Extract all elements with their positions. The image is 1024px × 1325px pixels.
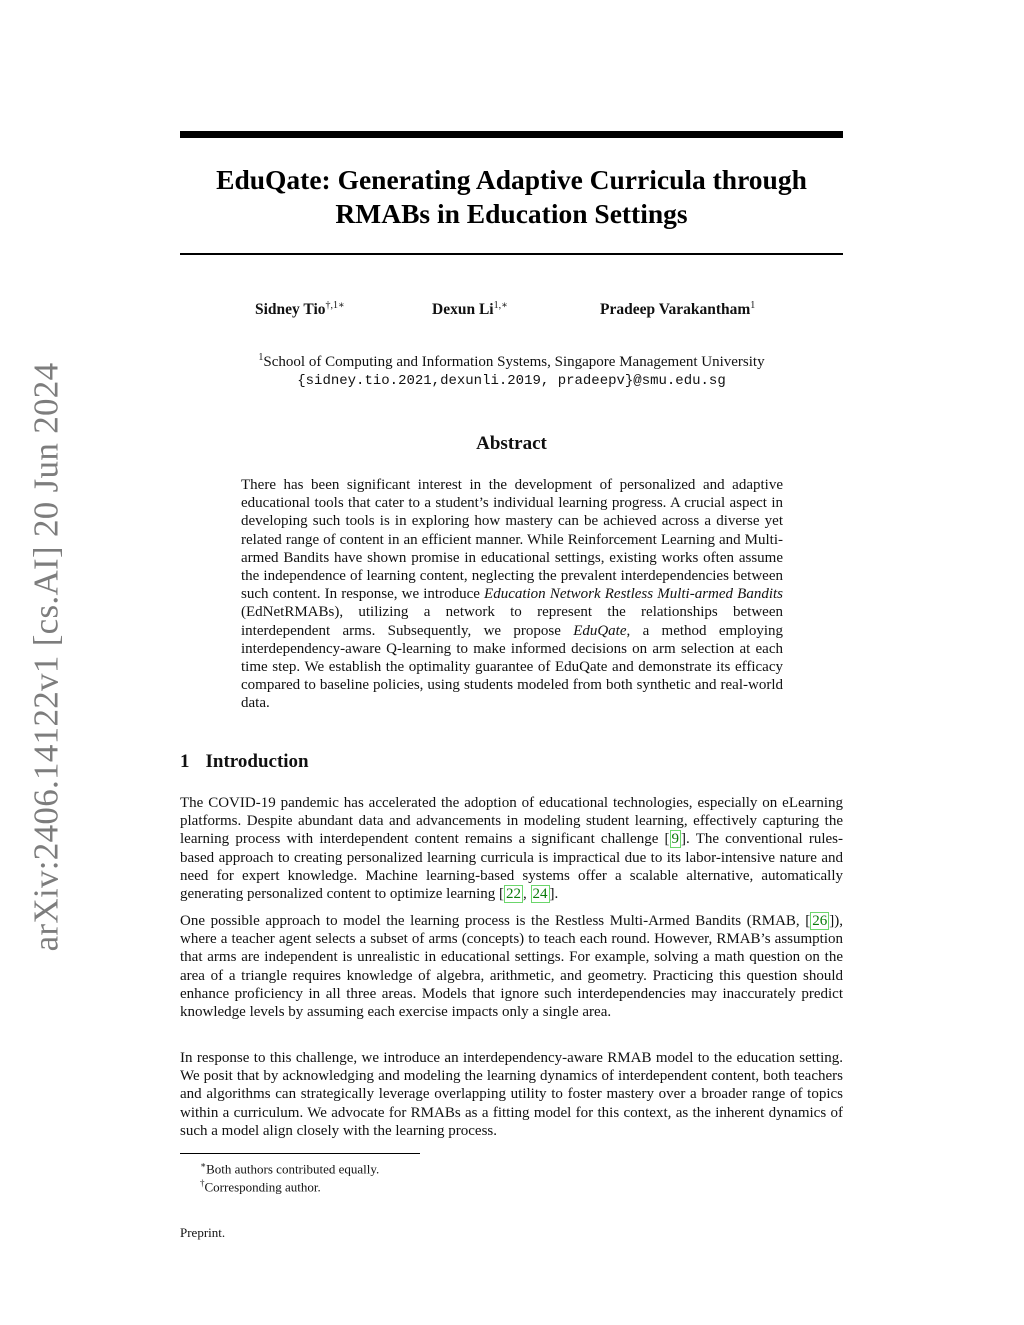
abstract-emphasis-ednetrmab: Education Network Restless Multi-armed Bandits bbox=[484, 586, 784, 603]
abstract-text-2: (EdNetRMABs), utilizing a network to represent the relationships between interdependent arms. Subsequently, we propose bbox=[241, 604, 783, 639]
title-bottom-rule bbox=[180, 253, 843, 255]
paragraph-text: ]. bbox=[549, 886, 559, 903]
paragraph-text: One possible approach to model the learning process is the Restless Multi-Armed Bandits (RMAB, [ bbox=[180, 913, 811, 929]
citation-link[interactable]: 22 bbox=[506, 886, 522, 903]
abstract-heading: Abstract bbox=[476, 433, 547, 454]
title-top-rule bbox=[180, 131, 843, 138]
section-heading-introduction bbox=[180, 751, 309, 773]
author-1 bbox=[255, 300, 345, 319]
author-3-mark: 1 bbox=[750, 300, 756, 311]
affiliation-line bbox=[180, 348, 843, 372]
paper-title: EduQate: Generating Adaptive Curricula through RMABs in Education Settings bbox=[216, 164, 807, 229]
abstract-body bbox=[241, 476, 783, 713]
arxiv-identifier-stamp bbox=[18, 362, 74, 952]
footnote-2-mark: † bbox=[200, 1178, 205, 1188]
intro-paragraph-3: In response to this challenge, we introduce an interdependency-aware RMAB model to the education setting. We posit that by acknowledging and modeling the learning dynamics of interdependent content, both teachers and algorithms can strategically leverage overlapping utility to foster mastery over a broader range of topics within a curriculum. We advocate for RMABs as a fitting model for this context, as the inherent dynamics of such a model align closely with the learning process. bbox=[180, 1050, 843, 1139]
intro-paragraph-2 bbox=[180, 912, 843, 1021]
author-3 bbox=[600, 300, 755, 319]
citation-link[interactable]: 26 bbox=[812, 913, 828, 929]
author-3-name: Pradeep Varakantham bbox=[600, 301, 751, 319]
affiliation-text: School of Computing and Information Systems, Singapore Management University bbox=[263, 354, 765, 370]
author-2-mark: 1,∗ bbox=[493, 300, 508, 311]
footnote-divider bbox=[180, 1153, 420, 1154]
author-2-name: Dexun Li bbox=[432, 301, 494, 319]
abstract-text-1: There has been significant interest in the development of personalized and adaptive educational tools that cater to a student’s individual learning progress. A crucial aspect in developing such tools is in exploring how mastery can be achieved across a diverse yet related range of content in an efficient manner. While Reinforcement Learning and Multi-armed Bandits have shown promise in educational settings, existing works often assume the independence of learning content, neglecting the prevalent interdependencies between such content. In response, we introduce bbox=[241, 477, 783, 603]
intro-paragraph-1 bbox=[180, 794, 843, 903]
author-1-name: Sidney Tio bbox=[255, 301, 326, 319]
citation-link[interactable]: 24 bbox=[532, 886, 548, 903]
footnote-1-mark: ∗ bbox=[200, 1160, 207, 1170]
arxiv-identifier-text: arXiv:2406.14122v1 [cs.AI] 20 Jun 2024 bbox=[26, 362, 65, 952]
section-number: 1 bbox=[180, 751, 190, 772]
paragraph-text: ]), where a teacher agent selects a subset of arms (concepts) to teach each round. However, RMAB’s assumption that arms are independent is unrealistic in educational settings. For example, solving a math question on the area of a triangle requires knowledge of algebra, arithmetic, and geometry. Practicing this question should enhance proficiency in all three areas. Models that ignore such interdependencies may inaccurately predict knowledge levels by assuming each exercise impacts only a single area. bbox=[180, 913, 843, 1021]
citation-link[interactable]: 9 bbox=[671, 831, 680, 848]
footnote-1-text: Both authors contributed equally. bbox=[206, 1161, 380, 1177]
author-1-mark: †,1∗ bbox=[325, 300, 345, 311]
footnote-2 bbox=[200, 1175, 321, 1195]
citation-separator: , bbox=[523, 886, 531, 903]
section-title: Introduction bbox=[205, 751, 309, 772]
affiliation-mark: 1 bbox=[258, 352, 264, 363]
abstract-emphasis-eduqate: EduQate bbox=[573, 622, 627, 639]
paragraph-text: ]. The conventional rules-based approach to creating personalized learning curricula is impractical due to its labor-intensive nature and need for expert knowledge. Machine learning-based systems offer a scalable alternative, automatically generating personalized content to optimize learning [ bbox=[180, 831, 843, 903]
affiliation-block bbox=[180, 348, 843, 391]
paragraph-text: The COVID-19 pandemic has accelerated the adoption of educational technologies, especially on eLearning platforms. Despite abundant data and advancements in modeling student learning, effectively capturing the learning process with interdependent content remains a significant challenge [ bbox=[180, 795, 843, 848]
abstract-text-3: , a method employing interdependency-aware Q-learning to make informed decisions on arm selection at each time step. We establish the optimality guarantee of EduQate and demonstrate its efficacy compared to baseline policies, using students modeled from both synthetic and real-world data. bbox=[241, 622, 784, 712]
author-emails[interactable]: {sidney.tio.2021,dexunli.2019, pradeepv}@smu.edu.sg bbox=[297, 373, 726, 389]
footnote-2-text: Corresponding author. bbox=[204, 1179, 321, 1195]
author-2 bbox=[432, 300, 508, 319]
preprint-label: Preprint. bbox=[180, 1225, 226, 1240]
